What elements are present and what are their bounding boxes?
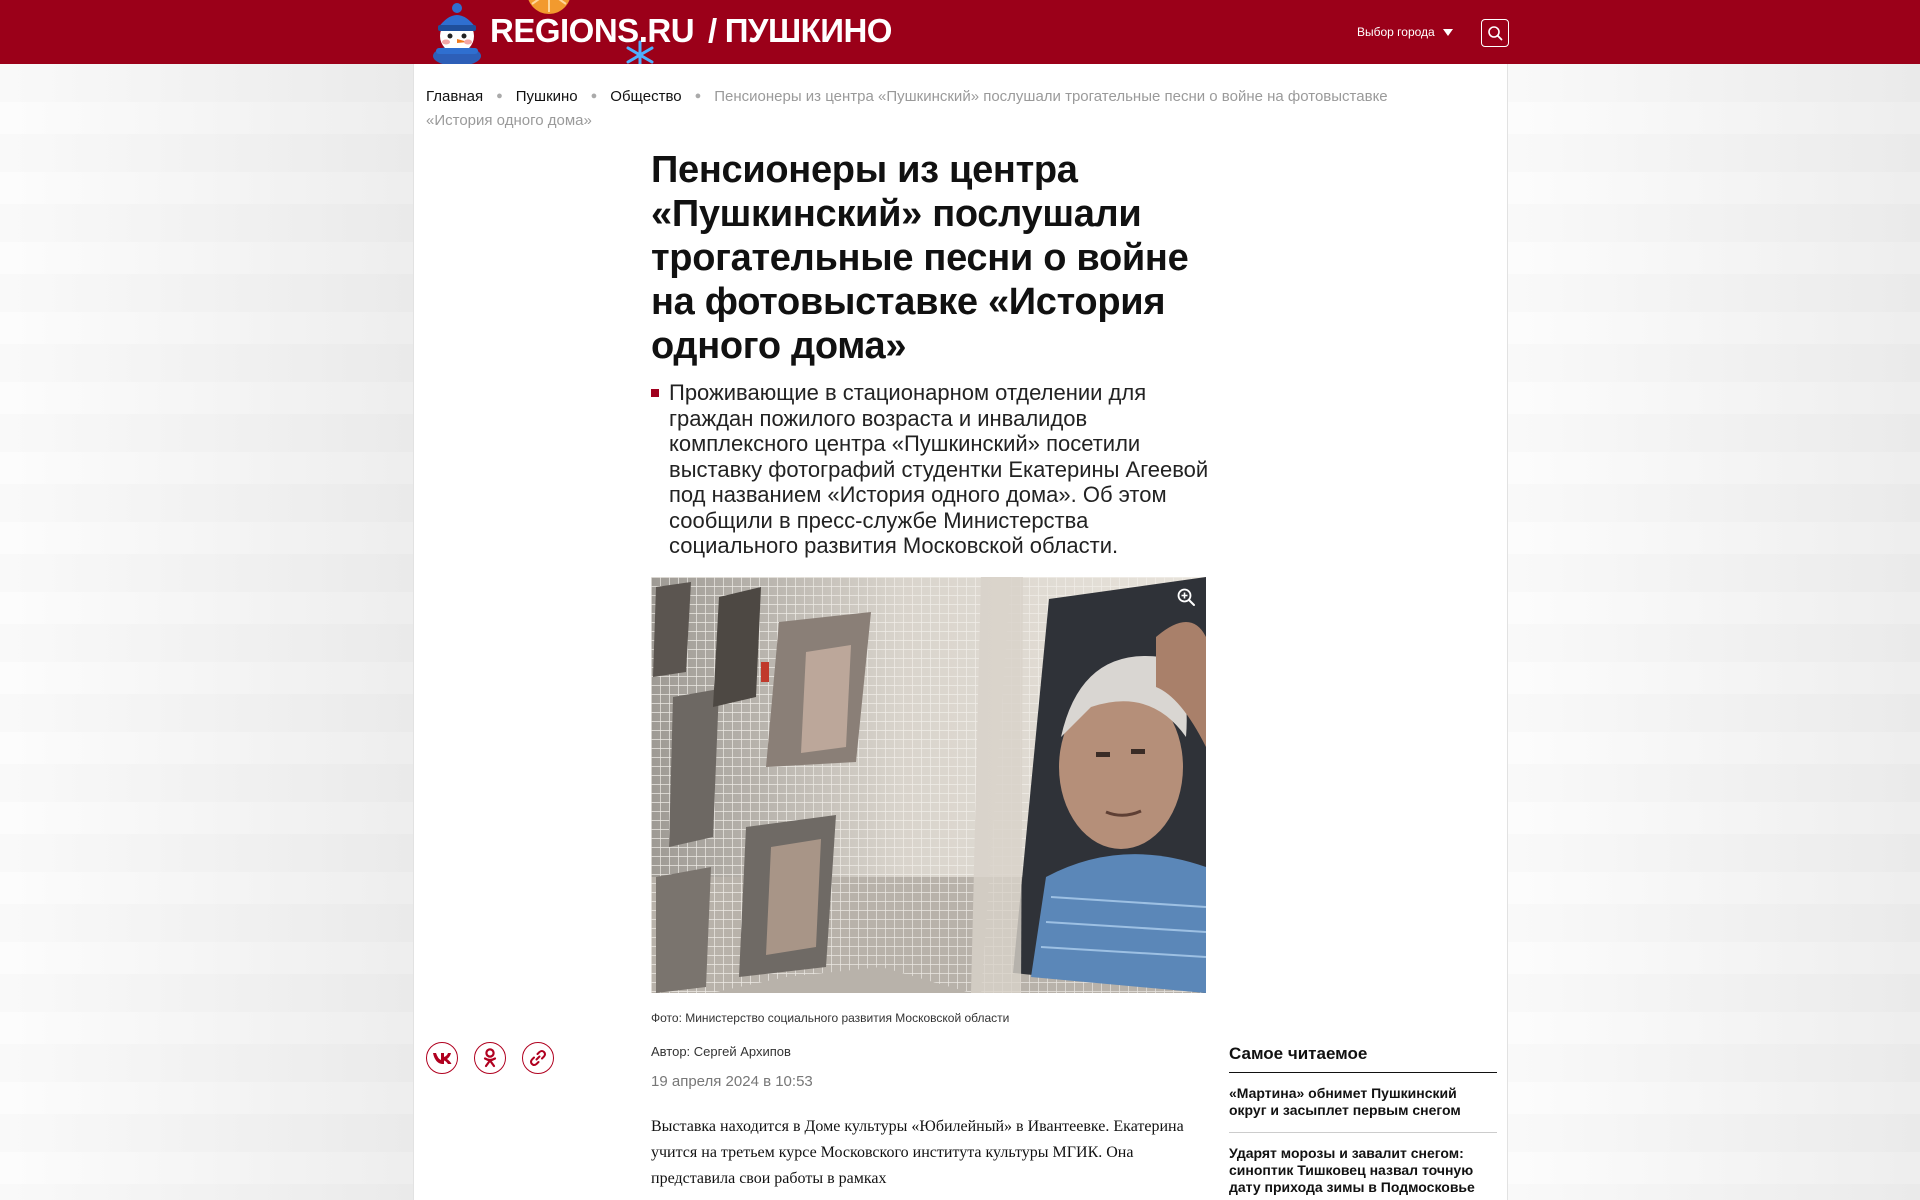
article-lead [651, 380, 1211, 559]
article-body: Выставка находится в Доме культуры «Юбилейный» в Ивантеевке. Екатерина учится на третьем курсе Московского института культуры МГИК. Она представила свои работы в рамках [651, 1118, 1184, 1187]
article-photo[interactable] [651, 577, 1206, 993]
breadcrumb-current: Пенсионеры из центра «Пушкинский» послушали трогательные песни о войне на фотовыставке «История одного дома» [426, 88, 1388, 129]
logo-text [490, 12, 892, 50]
article [651, 148, 1211, 1025]
search-button[interactable] [1481, 19, 1509, 47]
breadcrumb [426, 84, 1456, 133]
copy-link-button[interactable] [522, 1042, 554, 1074]
share-ok-button[interactable] [474, 1042, 506, 1074]
most-read-title: Самое читаемое [1229, 1044, 1497, 1073]
photo-caption: Фото: Министерство социального развития Московской области [651, 1010, 1010, 1025]
background-right [1508, 64, 1920, 1200]
breadcrumb-separator: ● [496, 90, 503, 102]
logo-brand: REGIONS.RU [490, 12, 695, 49]
article-author[interactable]: Автор: Сергей Архипов [651, 1044, 791, 1059]
search-icon [1487, 25, 1503, 41]
main-content [413, 64, 1508, 1200]
odnoklassniki-icon [482, 1048, 498, 1068]
caret-down-icon [1443, 29, 1453, 36]
logo-separator: / [708, 12, 717, 49]
article-title: Пенсионеры из центра «Пушкинский» послушали трогательные песни о войне на фотовыставке «История одного дома» [651, 149, 1189, 367]
article-date: 19 апреля 2024 в 10:53 [651, 1073, 813, 1090]
zoom-in-icon[interactable] [1176, 587, 1196, 607]
most-read-item[interactable]: «Мартина» обнимет Пушкинский округ и засыплет первым снегом [1229, 1073, 1497, 1133]
breadcrumb-home[interactable]: Главная [426, 88, 484, 105]
breadcrumb-pushkino[interactable]: Пушкино [515, 88, 578, 105]
city-select-label: Выбор города [1357, 25, 1435, 39]
share-buttons [426, 1042, 554, 1074]
site-header [0, 0, 1920, 64]
site-logo[interactable] [420, 0, 960, 64]
snowman-mascot-icon [428, 2, 486, 64]
exhibition-photo [651, 577, 1206, 993]
background-left [0, 64, 413, 1200]
most-read-sidebar [1229, 1044, 1497, 1200]
lead-marker [651, 389, 659, 397]
logo-city: ПУШКИНО [724, 12, 892, 49]
link-icon [529, 1049, 547, 1067]
vk-icon [432, 1051, 452, 1065]
share-vk-button[interactable] [426, 1042, 458, 1074]
most-read-item[interactable]: Ударят морозы и завалит снегом: синоптик Тишковец назвал точную дату прихода зимы в Подмосковье [1229, 1133, 1497, 1200]
breadcrumb-separator: ● [590, 90, 598, 102]
article-lead-text: Проживающие в стационарном отделении для граждан пожилого возраста и инвалидов комплексного центра «Пушкинский» посетили выставку фотографий студентки Екатерины Агеевой под названием «История одного дома». Об этом сообщили в пресс-службе Министерства социального развития Московской области. [669, 380, 1209, 558]
city-select-dropdown[interactable] [1357, 22, 1453, 42]
breadcrumb-society[interactable]: Общество [610, 88, 682, 105]
breadcrumb-separator: ● [694, 90, 702, 102]
article-meta [651, 1044, 1211, 1090]
